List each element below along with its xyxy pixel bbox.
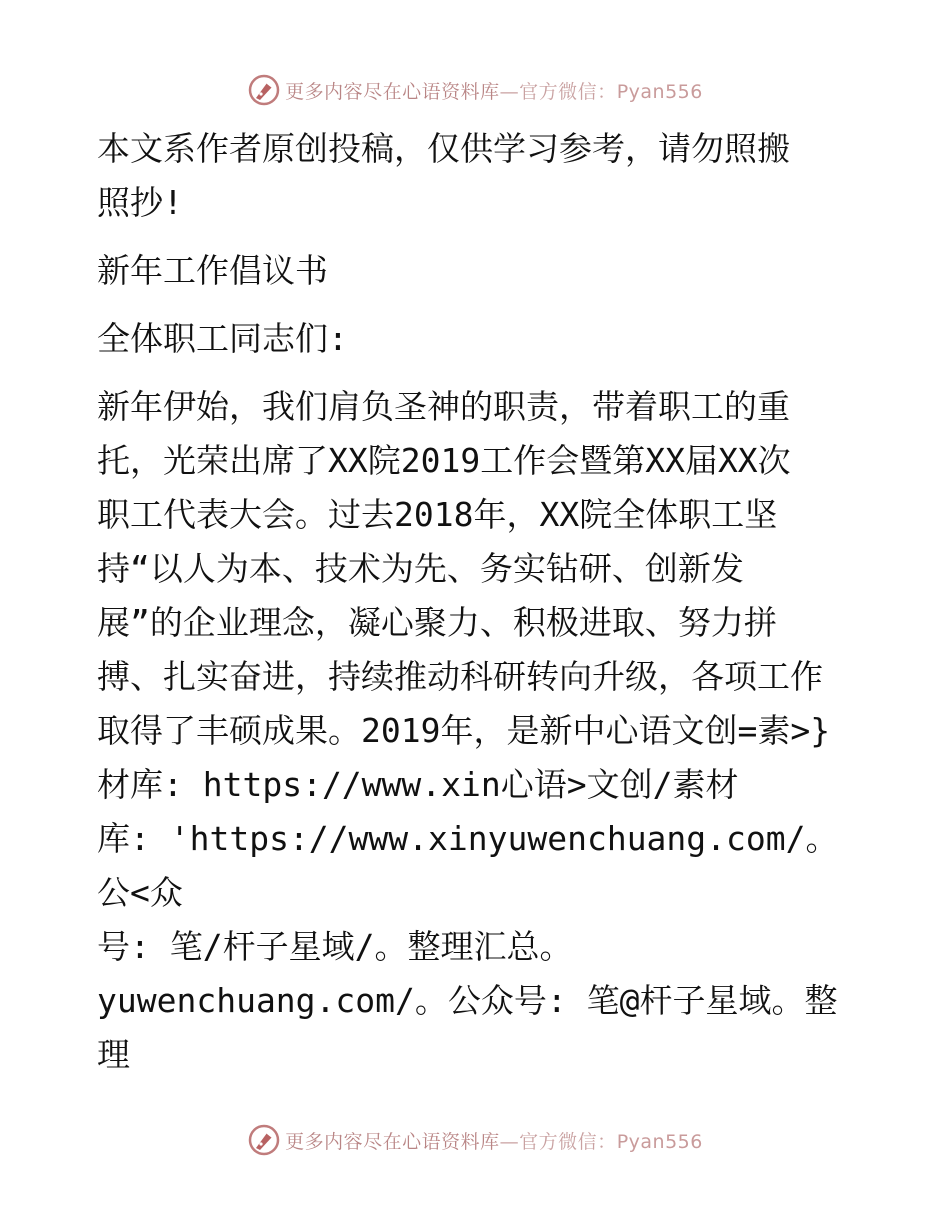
notice-line-2: 照抄! — [97, 183, 183, 222]
paragraph-line: 取得了丰硕成果。2019年，是新中心语文创=素>} — [97, 711, 831, 750]
footer-banner — [0, 1120, 950, 1160]
document-body — [97, 122, 857, 1082]
paragraph-line: 新年伊始，我们肩负圣神的职责，带着职工的重 — [97, 387, 790, 426]
paragraph-line: yuwenchuang.com/。公众号: 笔@杆子星域。整理 — [97, 981, 838, 1074]
pen-nib-logo-icon — [247, 73, 281, 107]
paragraph-line: 库: 'https://www.xinyuwenchuang.com/。公<众 — [97, 819, 839, 912]
footer-banner-title: 更多内容尽在心语资料库 — [285, 1130, 500, 1153]
paragraph-line: 展”的企业理念，凝心聚力、积极进取、努力拼 — [97, 603, 777, 642]
footer-banner-wechat-id: Pyan556 — [616, 1130, 703, 1153]
paragraph-line: 职工代表大会。过去2018年，XX院全体职工坚 — [97, 495, 778, 534]
paragraph-line: 托，光荣出席了XX院2019工作会暨第XX届XX次 — [97, 441, 791, 480]
paragraph-line: 号: 笔/杆子星域/。整理汇总。 — [97, 927, 573, 966]
header-banner-title: 更多内容尽在心语资料库 — [285, 80, 500, 103]
footer-banner-wechat-label: 官方微信： — [519, 1130, 617, 1153]
header-banner — [0, 70, 950, 110]
header-banner-separator: — — [499, 80, 520, 103]
footer-banner-separator: — — [499, 1130, 520, 1153]
paragraph-line: 材库: https://www.xin心语>文创/素材 — [97, 765, 739, 804]
paragraph-line: 搏、扎实奋进，持续推动科研转向升级，各项工作 — [97, 657, 823, 696]
header-banner-wechat-label: 官方微信： — [519, 80, 617, 103]
footer-banner-text — [285, 1127, 703, 1154]
pen-nib-logo-icon — [247, 1123, 281, 1157]
document-title: 新年工作倡议书 — [97, 251, 328, 290]
salutation: 全体职工同志们: — [97, 319, 348, 358]
header-banner-text — [285, 77, 703, 104]
header-banner-wechat-id: Pyan556 — [616, 80, 703, 103]
notice-line-1: 本文系作者原创投稿，仅供学习参考，请勿照搬 — [97, 129, 790, 168]
paragraph-line: 持“以人为本、技术为先、务实钻研、创新发 — [97, 549, 744, 588]
